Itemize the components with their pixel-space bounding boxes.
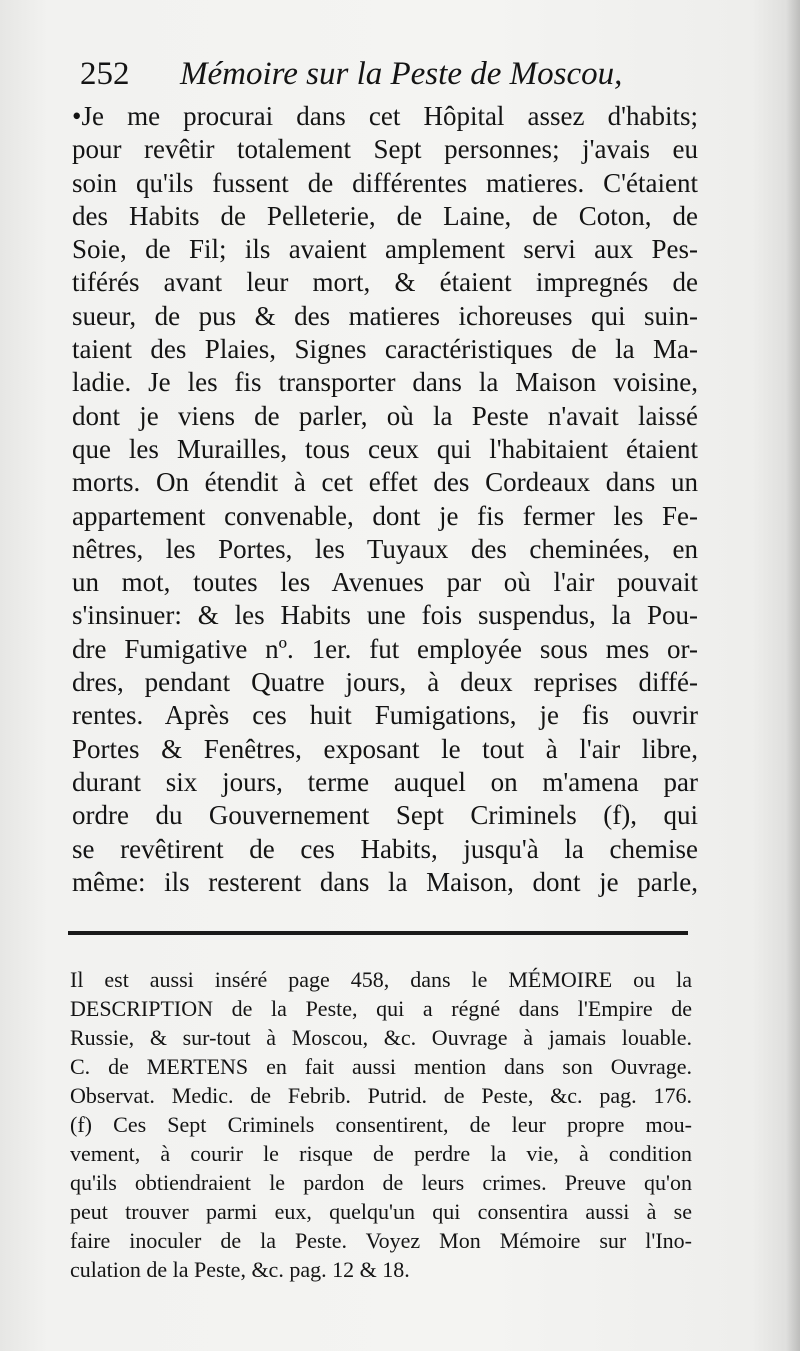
body-line: Portes & Fenêtres, exposant le tout à l'air libre, <box>72 733 698 764</box>
page-number: 252 <box>80 56 130 92</box>
page-edge-shadow <box>786 0 800 1351</box>
body-line: taient des Plaies, Signes caractéristiques de la Ma- <box>72 334 698 365</box>
body-line: dont je viens de parler, où la Peste n'avait laissé <box>72 400 698 431</box>
footnote-line: culation de la Peste, &c. pag. 12 & 18. <box>70 1257 410 1282</box>
footnote-line: Observat. Medic. de Febrib. Putrid. de Peste, &c. pag. 176. <box>70 1083 692 1108</box>
body-line: nêtres, les Portes, les Tuyaux des cheminées, en <box>72 533 698 564</box>
footnote-line: vement, à courir le risque de perdre la vie, à condition <box>70 1141 692 1166</box>
page-header <box>80 50 700 98</box>
body-line: Soie, de Fil; ils avaient amplement servi aux Pes- <box>72 234 698 265</box>
footnote-line: faire inoculer de la Peste. Voyez Mon Mémoire sur l'Ino- <box>70 1228 692 1253</box>
body-line: des Habits de Pelleterie, de Laine, de Coton, de <box>72 200 698 231</box>
body-line: même: ils resterent dans la Maison, dont je parle, <box>72 866 698 897</box>
footnote-line: DESCRIPTION de la Peste, qui a régné dans l'Empire de <box>70 996 692 1021</box>
body-line: pour revêtir totalement Sept personnes; j'avais eu <box>72 134 698 165</box>
running-title: Mémoire sur la Peste de Moscou, <box>180 56 623 92</box>
body-line: un mot, toutes les Avenues par où l'air pouvait <box>72 567 698 598</box>
footnote-line: (f) Ces Sept Criminels consentirent, de leur propre mou- <box>70 1112 692 1137</box>
body-line: sueur, de pus & des matieres ichoreuses qui suin- <box>72 300 698 331</box>
body-line: •Je me procurai dans cet Hôpital assez d'habits; <box>72 101 698 131</box>
footnote-line: peut trouver parmi eux, quelqu'un qui consentira aussi à se <box>70 1199 692 1224</box>
footnote-line: qu'ils obtiendraient le pardon de leurs crimes. Preuve qu'on <box>70 1170 692 1195</box>
body-line: que les Murailles, tous ceux qui l'habitaient étaient <box>72 433 698 464</box>
body-line: tiférés avant leur mort, & étaient impregnés de <box>72 267 698 298</box>
footnote-line: C. de MERTENS en fait aussi mention dans son Ouvrage. <box>70 1054 692 1079</box>
footnotes <box>70 965 692 1284</box>
body-line: ladie. Je les fis transporter dans la Maison voisine, <box>72 367 698 398</box>
body-text <box>72 100 698 899</box>
body-line: appartement convenable, dont je fis fermer les Fe- <box>72 500 698 531</box>
body-line: soin qu'ils fussent de différentes matieres. C'étaient <box>72 167 698 198</box>
body-line: ordre du Gouvernement Sept Criminels (f), qui <box>72 800 698 831</box>
body-line: se revêtirent de ces Habits, jusqu'à la chemise <box>72 833 698 864</box>
body-line: dre Fumigative nº. 1er. fut employée sous mes or- <box>72 633 698 664</box>
body-line: durant six jours, terme auquel on m'amena par <box>72 766 698 797</box>
footnote-line: Russie, & sur-tout à Moscou, &c. Ouvrage à jamais louable. <box>70 1025 692 1050</box>
body-line: morts. On étendit à cet effet des Cordeaux dans un <box>72 467 698 498</box>
footnote-line: Il est aussi inséré page 458, dans le MÉMOIRE ou la <box>70 967 692 992</box>
body-line: s'insinuer: & les Habits une fois suspendus, la Pou- <box>72 600 698 631</box>
footnote-separator-rule <box>68 931 688 935</box>
body-line: rentes. Après ces huit Fumigations, je fis ouvrir <box>72 700 698 731</box>
body-line: dres, pendant Quatre jours, à deux reprises diffé- <box>72 667 698 698</box>
